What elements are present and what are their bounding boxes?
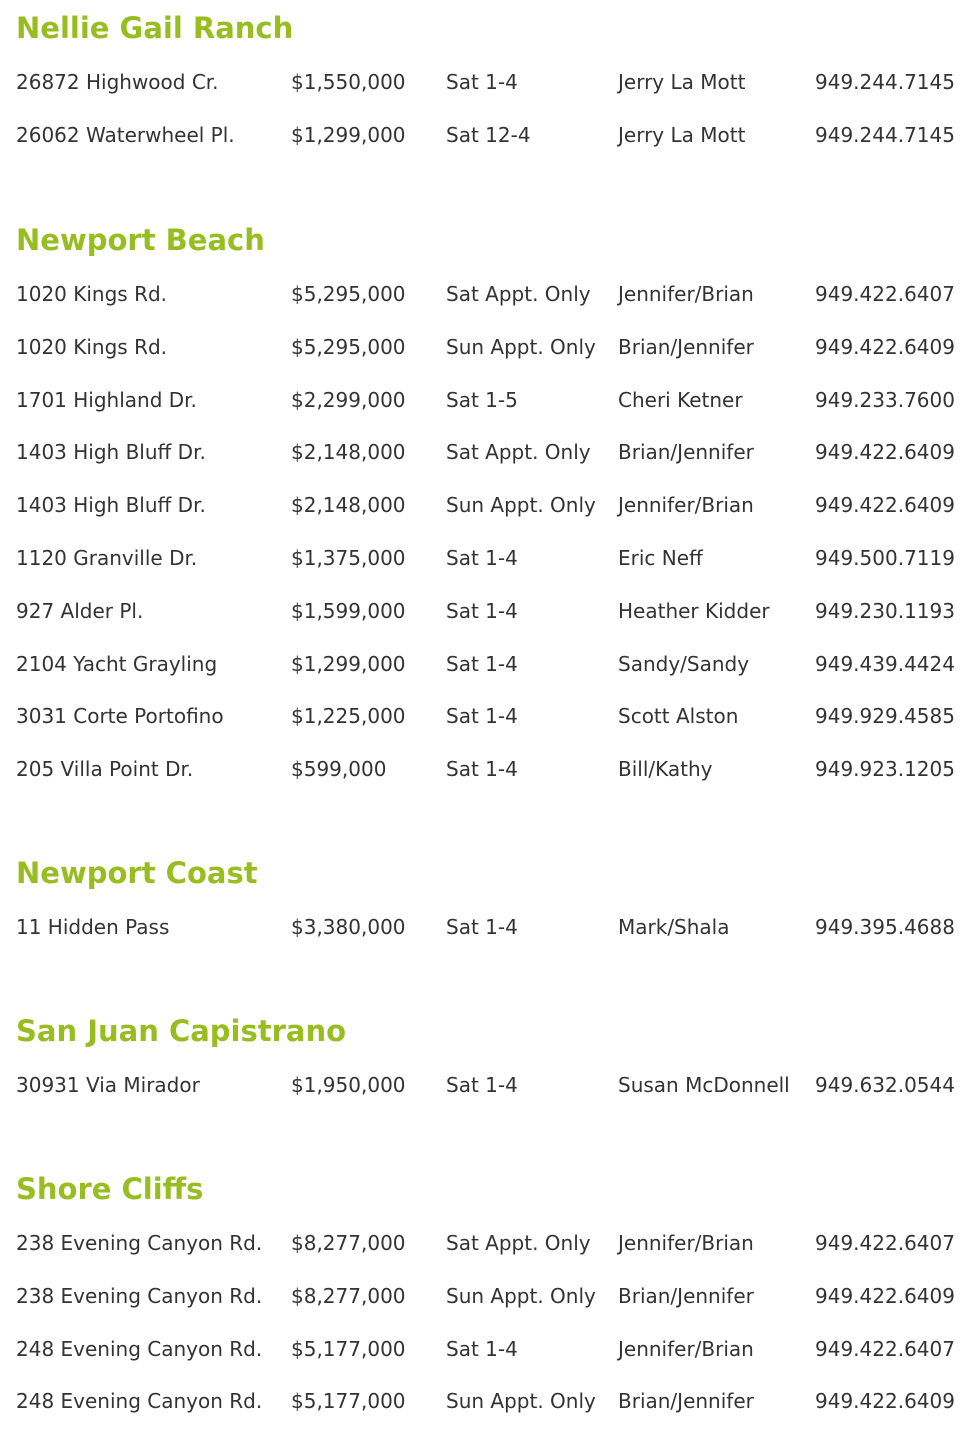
agent-cell: Brian/Jennifer [618,1283,754,1308]
phone-cell: 949.422.6409 [815,1283,955,1308]
section-title: Nellie Gail Ranch [16,11,294,45]
agent-cell: Scott Alston [618,704,739,729]
address-cell: 248 Evening Canyon Rd. [16,1389,263,1414]
section-san-juan-capistrano [16,1014,966,1097]
agent-cell: Susan McDonnell [618,1073,790,1097]
address-cell: 1701 Highland Dr. [16,387,197,412]
listing-row [16,442,966,495]
address-cell: 248 Evening Canyon Rd. [16,1336,263,1361]
phone-cell: 949.929.4585 [815,704,955,729]
price-cell: $1,299,000 [291,122,406,147]
listing-rows [16,1233,966,1444]
agent-cell: Jennifer/Brian [618,1336,754,1361]
open-house-time-cell: Sat 1-4 [446,915,518,939]
open-house-time-cell: Sat 12-4 [446,122,531,147]
address-cell: 1120 Granville Dr. [16,545,198,570]
open-house-time-cell: Sun Appt. Only [446,334,596,359]
section-title: Shore Cliffs [16,1172,204,1206]
open-house-time-cell: Sat 1-4 [446,704,518,729]
agent-cell: Bill/Kathy [618,757,713,782]
price-cell: $5,177,000 [291,1336,406,1361]
agent-cell: Mark/Shala [618,915,730,939]
address-cell: 26872 Highwood Cr. [16,70,219,94]
phone-cell: 949.422.6407 [815,282,955,306]
listing-row [16,1233,966,1286]
open-house-time-cell: Sun Appt. Only [446,1389,596,1414]
price-cell: $1,599,000 [291,598,406,623]
open-house-time-cell: Sun Appt. Only [446,1283,596,1308]
address-cell: 927 Alder Pl. [16,598,144,623]
address-cell: 1020 Kings Rd. [16,282,168,306]
section-title: Newport Beach [16,223,265,257]
address-cell: 2104 Yacht Grayling [16,651,218,676]
open-house-time-cell: Sat 1-5 [446,387,518,412]
phone-cell: 949.923.1205 [815,757,955,782]
listing-row [16,122,966,178]
phone-cell: 949.395.4688 [815,915,955,939]
open-house-time-cell: Sun Appt. Only [446,493,596,518]
open-house-time-cell: Sat 1-4 [446,651,518,676]
phone-cell: 949.244.7145 [815,122,955,147]
price-cell: $1,950,000 [291,1073,406,1097]
agent-cell: Jennifer/Brian [618,282,754,306]
listing-row [16,284,966,337]
listing-rows [16,1075,966,1128]
section-shore-cliffs [16,1172,966,1414]
section-nellie-gail-ranch [16,11,966,147]
listing-row [16,72,966,125]
address-cell: 11 Hidden Pass [16,915,170,939]
open-house-time-cell: Sat 1-4 [446,757,518,782]
listing-row [16,545,966,601]
address-cell: 1020 Kings Rd. [16,334,168,359]
price-cell: $1,375,000 [291,545,406,570]
price-cell: $1,225,000 [291,704,406,729]
phone-cell: 949.632.0544 [815,1073,955,1097]
open-house-time-cell: Sat 1-4 [446,70,518,94]
agent-cell: Jerry La Mott [618,70,746,94]
address-cell: 238 Evening Canyon Rd. [16,1231,263,1255]
phone-cell: 949.422.6409 [815,334,955,359]
section-newport-coast [16,856,966,939]
listing-row [16,1283,966,1339]
agent-cell: Brian/Jennifer [618,440,754,465]
section-title: Newport Coast [16,856,258,890]
phone-cell: 949.233.7600 [815,387,955,412]
price-cell: $599,000 [291,757,387,782]
phone-cell: 949.422.6409 [815,440,955,465]
address-cell: 1403 High Bluff Dr. [16,440,206,465]
listing-row [16,917,966,970]
address-cell: 238 Evening Canyon Rd. [16,1283,263,1308]
listing-row [16,1336,966,1392]
agent-cell: Jerry La Mott [618,122,746,147]
listing-row [16,495,966,548]
open-house-time-cell: Sat 1-4 [446,1336,518,1361]
open-house-time-cell: Sat 1-4 [446,1073,518,1097]
price-cell: $1,550,000 [291,70,406,94]
listing-row [16,598,966,654]
price-cell: $5,295,000 [291,334,406,359]
agent-cell: Brian/Jennifer [618,1389,754,1414]
phone-cell: 949.230.1193 [815,598,955,623]
agent-cell: Cheri Ketner [618,387,743,412]
listing-row [16,387,966,443]
agent-cell: Eric Neff [618,545,703,570]
price-cell: $3,380,000 [291,915,406,939]
listing-row [16,1075,966,1128]
section-title: San Juan Capistrano [16,1014,347,1048]
address-cell: 3031 Corte Portofino [16,704,224,729]
agent-cell: Heather Kidder [618,598,770,623]
section-newport-beach [16,223,966,782]
price-cell: $2,148,000 [291,493,406,518]
listing-row [16,759,966,812]
open-house-time-cell: Sat 1-4 [446,545,518,570]
price-cell: $1,299,000 [291,651,406,676]
open-house-time-cell: Sat Appt. Only [446,440,591,465]
agent-cell: Brian/Jennifer [618,334,754,359]
phone-cell: 949.500.7119 [815,545,955,570]
listing-rows [16,917,966,970]
phone-cell: 949.422.6407 [815,1336,955,1361]
phone-cell: 949.422.6409 [815,1389,955,1414]
phone-cell: 949.439.4424 [815,651,955,676]
price-cell: $8,277,000 [291,1231,406,1255]
open-house-time-cell: Sat Appt. Only [446,1231,591,1255]
price-cell: $8,277,000 [291,1283,406,1308]
agent-cell: Jennifer/Brian [618,493,754,518]
address-cell: 26062 Waterwheel Pl. [16,122,235,147]
price-cell: $5,177,000 [291,1389,406,1414]
agent-cell: Sandy/Sandy [618,651,750,676]
open-house-time-cell: Sat 1-4 [446,598,518,623]
address-cell: 1403 High Bluff Dr. [16,493,206,518]
listing-row [16,334,966,390]
listing-rows [16,72,966,178]
price-cell: $2,299,000 [291,387,406,412]
listing-rows [16,284,966,812]
phone-cell: 949.244.7145 [815,70,955,94]
phone-cell: 949.422.6409 [815,493,955,518]
price-cell: $2,148,000 [291,440,406,465]
listing-row [16,706,966,759]
listing-row [16,651,966,707]
price-cell: $5,295,000 [291,282,406,306]
open-house-time-cell: Sat Appt. Only [446,282,591,306]
listing-row [16,1391,966,1444]
phone-cell: 949.422.6407 [815,1231,955,1255]
address-cell: 30931 Via Mirador [16,1073,200,1097]
agent-cell: Jennifer/Brian [618,1231,754,1255]
address-cell: 205 Villa Point Dr. [16,757,194,782]
